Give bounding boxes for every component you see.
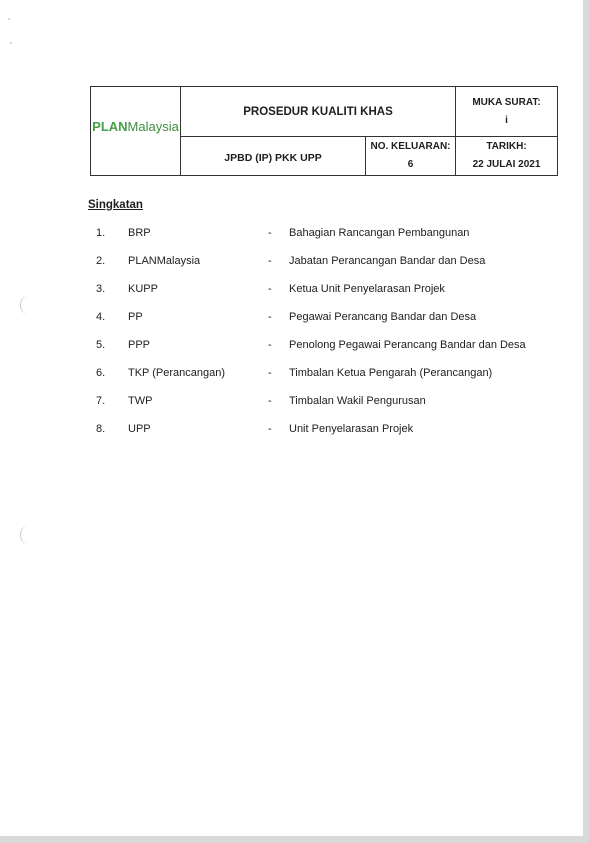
definition: Timbalan Ketua Pengarah (Perancangan): [289, 367, 493, 379]
definition: Timbalan Wakil Pengurusan: [289, 395, 426, 407]
item-number: 3.: [96, 283, 106, 295]
definition: Bahagian Rancangan Pembangunan: [289, 227, 470, 239]
separator-dash: -: [268, 283, 272, 295]
logo-text-malaysia: Malaysia: [127, 119, 179, 134]
date-label: TARIKH:: [486, 141, 527, 152]
abbreviation-row: [0, 311, 583, 327]
abbreviation-row: [0, 227, 583, 243]
abbreviation-row: [0, 283, 583, 299]
separator-dash: -: [268, 395, 272, 407]
separator-dash: -: [268, 311, 272, 323]
definition: Unit Penyelarasan Projek: [289, 423, 414, 435]
item-number: 2.: [96, 255, 106, 267]
separator-dash: -: [268, 227, 272, 239]
punch-hole-mark: [20, 526, 35, 544]
abbreviation-row: [0, 339, 583, 355]
abbreviation: UPP: [128, 423, 151, 435]
issue-number-cell: [366, 137, 456, 175]
item-number: 6.: [96, 367, 106, 379]
abbreviation: PPP: [128, 339, 151, 351]
date-cell: [456, 137, 557, 175]
page-number-label: MUKA SURAT:: [472, 96, 541, 108]
document-code: JPBD (IP) PKK UPP: [181, 137, 366, 175]
issue-number-label: NO. KELUARAN:: [370, 141, 451, 152]
definition: Pegawai Perancang Bandar dan Desa: [289, 311, 477, 323]
section-heading: Singkatan: [88, 199, 143, 211]
scan-speck: [8, 18, 10, 20]
document-header-table: [90, 86, 558, 176]
abbreviation-row: [0, 367, 583, 383]
item-number: 5.: [96, 339, 106, 351]
abbreviation: KUPP: [128, 283, 158, 295]
abbreviation-row: [0, 395, 583, 411]
abbreviation: TKP (Perancangan): [128, 367, 226, 379]
page-edge: [583, 0, 589, 843]
abbreviation: BRP: [128, 227, 151, 239]
abbreviation: TWP: [128, 395, 153, 407]
logo-cell: [91, 87, 181, 175]
logo-text-plan: PLAN: [92, 119, 128, 134]
item-number: 8.: [96, 423, 106, 435]
definition: Jabatan Perancangan Bandar dan Desa: [289, 255, 486, 267]
separator-dash: -: [268, 367, 272, 379]
definition: Ketua Unit Penyelarasan Projek: [289, 283, 445, 295]
page-number-cell: [456, 87, 557, 137]
date-value: 22 JULAI 2021: [472, 159, 541, 170]
page-edge: [0, 836, 589, 843]
abbreviation-row: [0, 423, 583, 439]
abbreviation: PP: [128, 311, 143, 323]
separator-dash: -: [268, 255, 272, 267]
planmalaysia-logo: [92, 119, 179, 134]
page-number-value: i: [505, 114, 508, 126]
abbreviation-row: [0, 255, 583, 271]
abbreviation: PLANMalaysia: [128, 255, 201, 267]
item-number: 4.: [96, 311, 106, 323]
issue-number-value: 6: [407, 159, 414, 170]
separator-dash: -: [268, 423, 272, 435]
separator-dash: -: [268, 339, 272, 351]
scan-speck: [10, 42, 12, 44]
document-title: PROSEDUR KUALITI KHAS: [181, 87, 456, 137]
definition: Penolong Pegawai Perancang Bandar dan Desa: [289, 339, 526, 351]
item-number: 1.: [96, 227, 106, 239]
item-number: 7.: [96, 395, 106, 407]
